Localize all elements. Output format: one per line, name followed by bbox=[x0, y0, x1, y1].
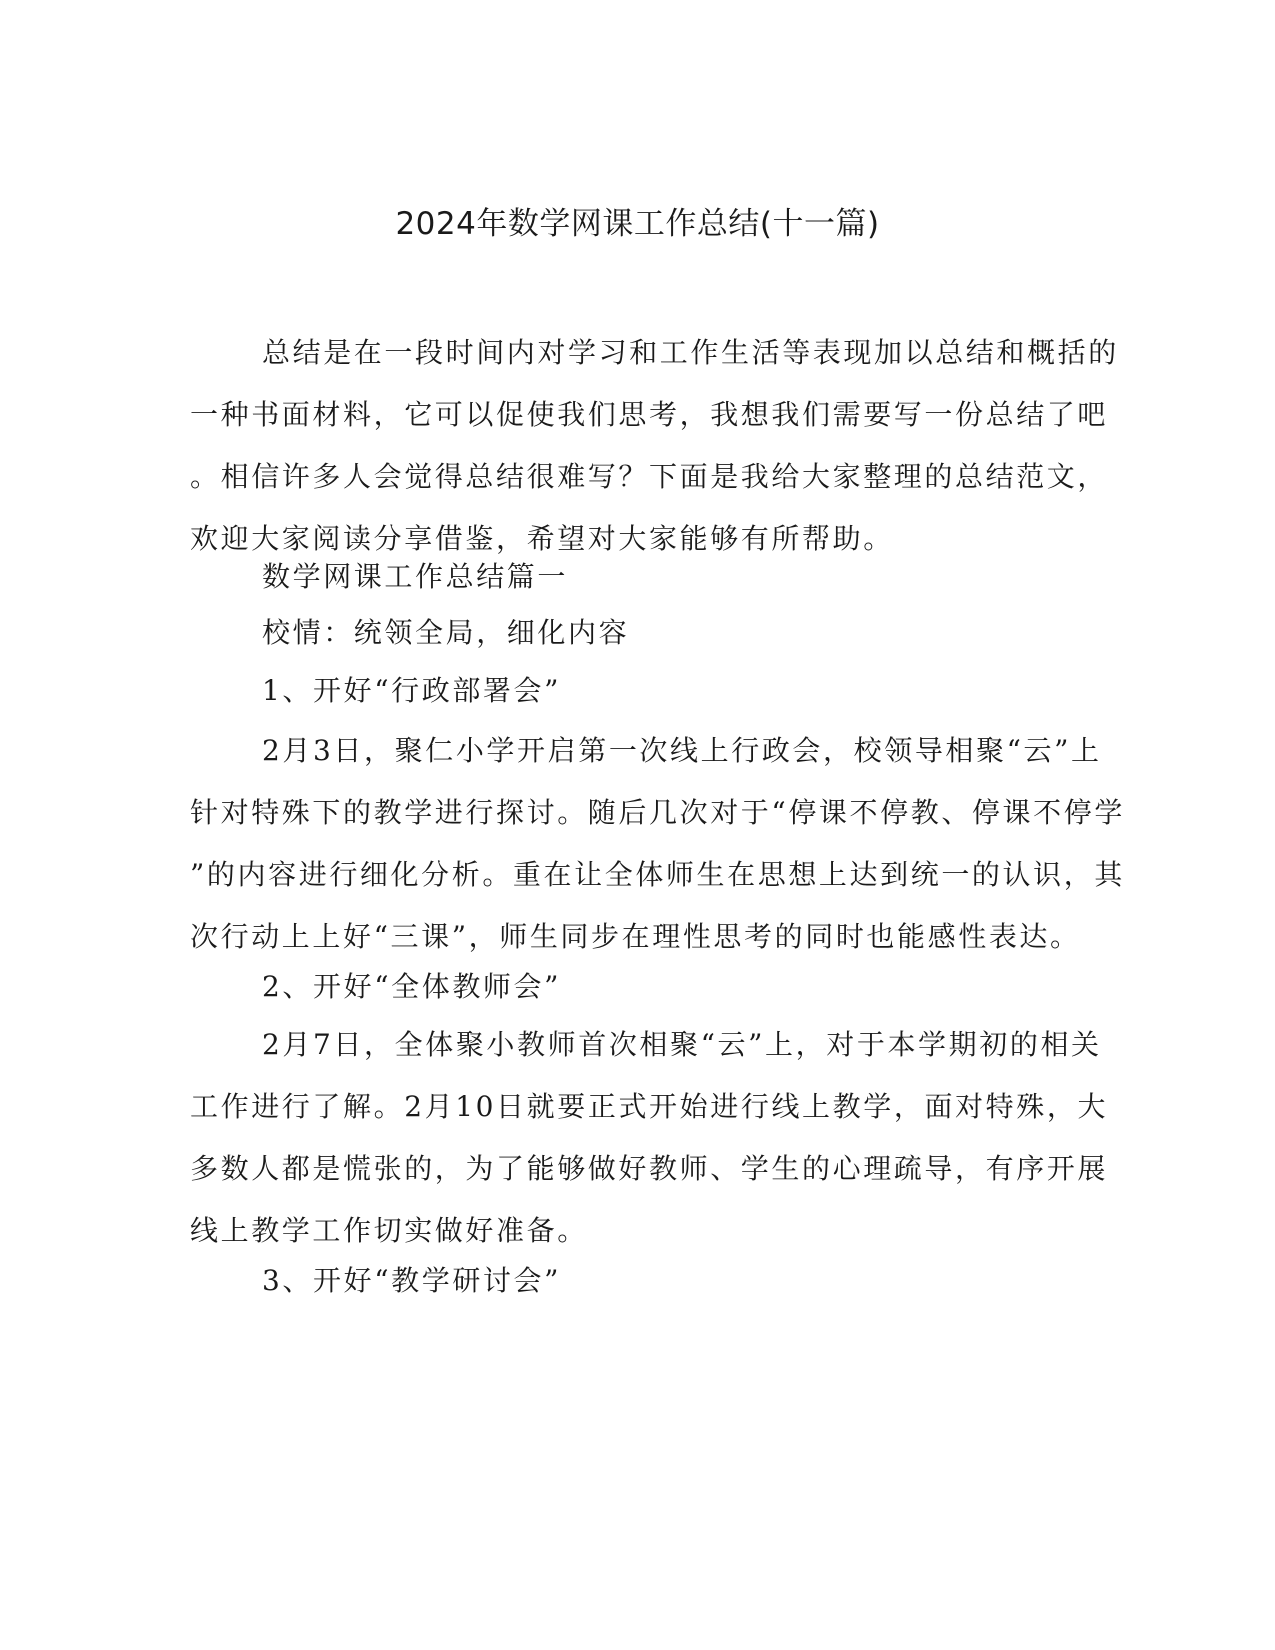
item3-heading-text: 3、开好“教学研讨会” bbox=[262, 1264, 562, 1297]
item2-line-4: 线上教学工作切实做好准备。 bbox=[190, 1214, 588, 1247]
intro-line-1: 总结是在一段时间内对学习和工作生活等表现加以总结和概括的 bbox=[262, 336, 1119, 369]
item1-line-4: 次行动上上好“三课”，师生同步在理性思考的同时也能感性表达。 bbox=[190, 920, 1081, 953]
document-title: 2024年数学网课工作总结(十一篇) bbox=[395, 206, 880, 242]
item1-heading-text: 1、开好“行政部署会” bbox=[262, 674, 562, 707]
subheading bbox=[190, 602, 1080, 664]
item2-paragraph bbox=[190, 1014, 1109, 1262]
intro-line-2: 一种书面材料，它可以促使我们思考，我想我们需要写一份总结了吧 bbox=[190, 398, 1109, 431]
intro-paragraph bbox=[190, 322, 1119, 570]
intro-line-3: 。相信许多人会觉得总结很难写？下面是我给大家整理的总结范文， bbox=[190, 460, 1109, 493]
subheading-text: 校情：统领全局，细化内容 bbox=[262, 616, 630, 649]
item1-paragraph bbox=[190, 720, 1125, 968]
intro-line-4: 欢迎大家阅读分享借鉴，希望对大家能够有所帮助。 bbox=[190, 522, 894, 555]
item2-line-3: 多数人都是慌张的，为了能够做好教师、学生的心理疏导，有序开展 bbox=[190, 1152, 1109, 1185]
item2-heading-text: 2、开好“全体教师会” bbox=[262, 970, 562, 1003]
item3-heading bbox=[190, 1250, 1080, 1312]
item1-heading bbox=[190, 660, 1080, 722]
item2-line-1: 2月7日，全体聚小教师首次相聚“云”上，对于本学期初的相关 bbox=[262, 1028, 1102, 1061]
section-title bbox=[190, 546, 1080, 608]
item1-line-2: 针对特殊下的教学进行探讨。随后几次对于“停课不停教、停课不停学 bbox=[190, 796, 1125, 829]
item2-heading bbox=[190, 956, 1080, 1018]
section-title-text: 数学网课工作总结篇一 bbox=[262, 560, 569, 593]
item1-line-1: 2月3日，聚仁小学开启第一次线上行政会，校领导相聚“云”上 bbox=[262, 734, 1102, 767]
item2-line-2: 工作进行了解。2月10日就要正式开始进行线上教学，面对特殊，大 bbox=[190, 1090, 1109, 1123]
item1-line-3: ”的内容进行细化分析。重在让全体师生在思想上达到统一的认识，其 bbox=[190, 858, 1125, 891]
